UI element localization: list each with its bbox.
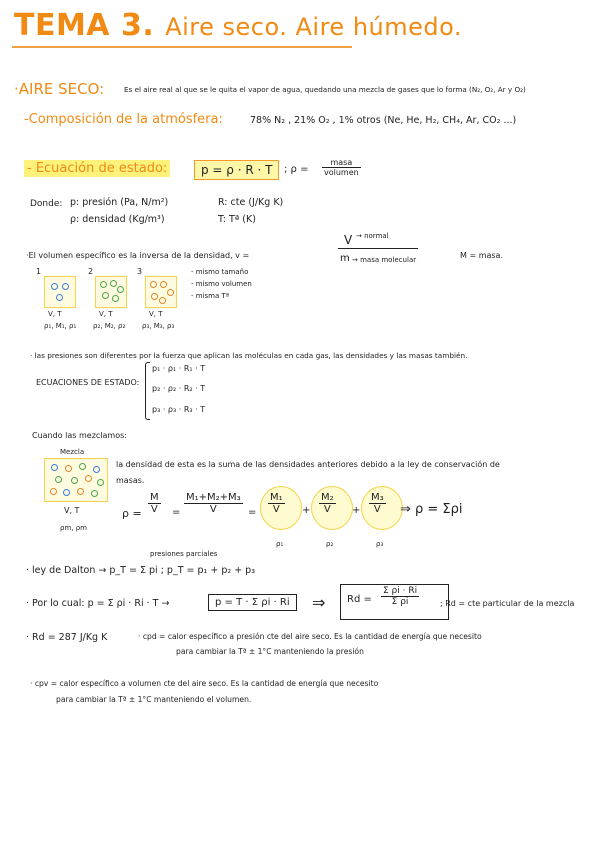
jar-mezcla — [44, 458, 108, 502]
ecuacion-3: p₃ · ρ₃ · R₃ · T — [152, 405, 206, 414]
jar-2 — [95, 276, 127, 308]
volumen-text: ·El volumen específico es la inversa de la densidad, v = — [26, 251, 250, 260]
cpv-line-1: · cpv = calor específico a volumen cte del aire seco. Es la cantidad de energía que necesito — [30, 679, 379, 688]
mezcla-pm: ρm, ρm — [60, 524, 87, 532]
composicion-text: 78% N₂ , 21% O₂ , 1% otros (Ne, He, H₂, CH₄, Ar, CO₂ ...) — [250, 115, 517, 126]
dalton-text: · ley de Dalton → p_T = Σ pi ; p_T = p₁ + p₂ + p₃ — [26, 565, 256, 576]
volumen-num-note: → normal — [356, 232, 389, 240]
porlocual-text: · Por lo cual: p = Σ ρi · Ri · T → — [26, 598, 170, 609]
porlocual-arrow: ⇒ — [312, 593, 326, 612]
page-title: TEMA 3. Aire seco. Aire húmedo. — [14, 8, 463, 43]
mezcla-eq-1: = — [172, 507, 181, 518]
cpd-line-1: · cpd = calor específico a presión cte del aire seco. Es la cantidad de energía que necesito — [138, 632, 482, 641]
jar-3-label: ρ₃, M₃, ρ₃ — [142, 322, 175, 330]
rho-label-2: ρ₂ — [326, 540, 334, 548]
rho-label-3: ρ₃ — [376, 540, 384, 548]
mezcla-comp-1: $\frac{\text{M₁}}{V}$ — [270, 492, 283, 515]
rd-fraction: $\frac{\text{Σ ρi · Ri}}{\text{Σ ρi}}$ — [383, 586, 418, 607]
ecuacion-label: - Ecuación de estado: — [24, 160, 170, 177]
prop-3: - misma Tª — [191, 292, 230, 300]
mezcla-eq-2: = — [248, 507, 257, 518]
mezcla-comp-2: $\frac{\text{M₂}}{V}$ — [321, 492, 334, 515]
mezcla-intro: Cuando las mezclamos: — [32, 431, 127, 440]
rd-note: ; Rd = cte particular de la mezcla — [440, 599, 575, 608]
mezcla-label: Mezcla — [60, 448, 85, 456]
presiones-text: · las presiones son diferentes por la fuerza que aplican las moléculas en cada gas, las densidades y las masas también. — [30, 351, 468, 360]
rd-label: Rd = — [347, 594, 372, 605]
mezcla-frac-2: $\frac{\text{M₁+M₂+M₃}}{V}$ — [186, 492, 241, 515]
cpv-line-2: para cambiar la Tª ± 1°C manteniendo el volumen. — [56, 695, 252, 704]
mezcla-vt: V, T — [64, 506, 80, 515]
aire-seco-def: Es el aire real al que se le quita el vapor de agua, quedando una mezcla de gases que lo forma (N₂, O₂, Ar y O₂) — [124, 85, 526, 94]
jar-num-2: 2 — [88, 267, 94, 276]
rd-value: · Rd = 287 J/Kg K — [26, 632, 108, 643]
dalton-note: presiones parciales — [150, 550, 218, 558]
rho-label-1: ρ₁ — [276, 540, 284, 548]
ecuaciones-label: ECUACIONES DE ESTADO: — [36, 378, 140, 387]
mezcla-plus-2: + — [352, 505, 361, 516]
mezcla-result: ⇒ ρ = Σρi — [400, 502, 463, 517]
ecuacion-formula: p = ρ · R · T — [194, 160, 279, 180]
donde-label: Donde: — [30, 199, 63, 209]
donde-l2: ρ: densidad (Kg/m³) — [70, 214, 165, 225]
mezcla-plus-1: + — [302, 505, 311, 516]
ecuacion-1: p₁ · ρ₁ · R₁ · T — [152, 364, 206, 373]
porlocual-box: p = T · Σ ρi · Ri — [208, 594, 297, 611]
composicion-label: -Composición de la atmósfera: — [24, 112, 223, 127]
mezcla-comp-3: $\frac{\text{M₃}}{V}$ — [371, 492, 384, 515]
donde-r1: R: cte (J/Kg K) — [218, 197, 284, 208]
volumen-fraction-bar — [338, 248, 418, 249]
rho-prefix: ; ρ = — [284, 164, 309, 175]
rd-box — [340, 584, 449, 620]
jar-1-label: ρ₁, M₁, ρ₁ — [44, 322, 77, 330]
jar-2-label: ρ₂, M₂, ρ₂ — [93, 322, 126, 330]
jar-num-1: 1 — [36, 267, 42, 276]
cpd-line-2: para cambiar la Tª ± 1°C manteniendo la presión — [176, 647, 364, 656]
jar-3 — [145, 276, 177, 308]
volumen-num: V — [344, 233, 353, 247]
prop-1: - mismo tamaño — [191, 268, 249, 276]
mezcla-text-1: la densidad de esta es la suma de las densidades anteriores debido a la ley de conservación de — [116, 460, 500, 469]
jar-2-vt: V, T — [99, 310, 113, 318]
mezcla-frac-1: $\frac{M}{V}$ — [150, 492, 159, 515]
jar-num-3: 3 — [137, 267, 143, 276]
aire-seco-label: ·AIRE SECO: — [14, 80, 105, 98]
jar-1 — [44, 276, 76, 308]
volumen-den: m — [340, 253, 350, 264]
title-underline — [12, 46, 352, 48]
jar-3-vt: V, T — [149, 310, 163, 318]
mezcla-text-2: masas. — [116, 476, 145, 485]
mezcla-rho: ρ = — [122, 507, 142, 520]
donde-l1: p: presión (Pa, N/m²) — [70, 197, 169, 208]
volumen-den-note: → masa molecular — [352, 256, 417, 264]
rho-fraction: masa volumen — [324, 158, 359, 177]
ecuaciones-brace — [145, 362, 150, 420]
donde-r2: T: Tª (K) — [218, 214, 256, 225]
ecuacion-2: p₂ · ρ₂ · R₂ · T — [152, 384, 206, 393]
prop-2: - mismo volumen — [191, 280, 252, 288]
jar-1-vt: V, T — [48, 310, 62, 318]
volumen-m: M = masa. — [460, 251, 503, 260]
